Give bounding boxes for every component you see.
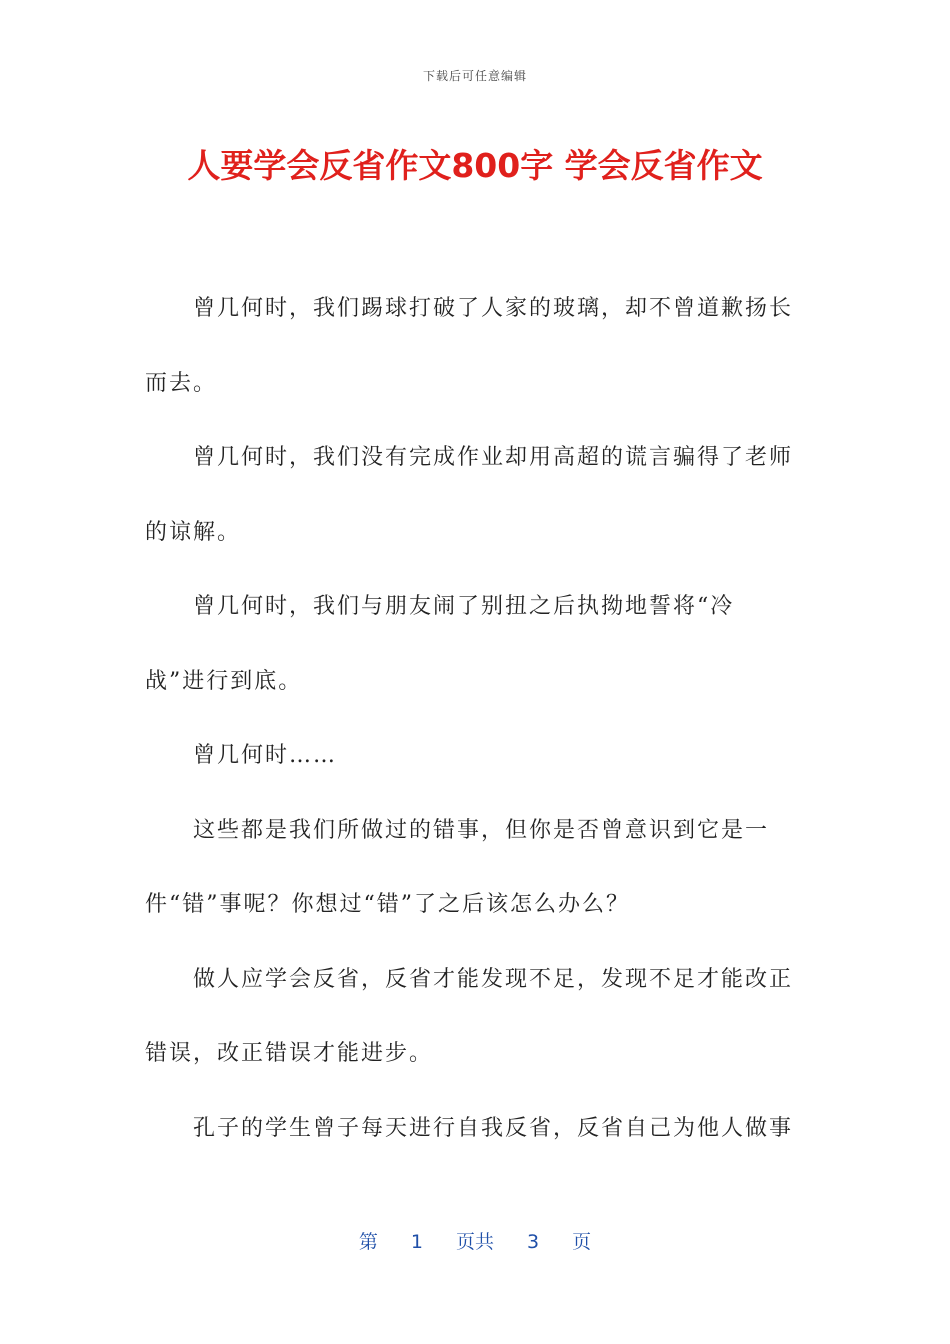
footer-suffix: 页 [572,1231,592,1253]
document-title: 人要学会反省作文800字 学会反省作文 [187,146,763,185]
paragraph: 孔子的学生曾子每天进行自我反省，反省自己为他人做事 [193,1115,794,1141]
paragraph: 这些都是我们所做过的错事，但你是否曾意识到它是一件“错”事呢？你想过“错”了之后该怎么办么？ [145,817,770,917]
page-footer [0,1227,950,1254]
document-body [145,272,795,1166]
footer-total-pages: 3 [527,1231,540,1253]
paragraph: 做人应学会反省，反省才能发现不足，发现不足才能改正错误，改正错误才能进步。 [145,966,794,1066]
footer-middle: 页共 [455,1231,494,1253]
header-note: 下载后可任意编辑 [422,69,527,83]
footer-prefix: 第 [358,1231,378,1253]
paragraph: 曾几何时，我们与朋友闹了别扭之后执拗地誓将“冷战”进行到底。 [145,594,735,694]
footer-current-page: 1 [410,1231,423,1253]
paragraph: 曾几何时，我们没有完成作业却用高超的谎言骗得了老师的谅解。 [145,445,794,545]
paragraph: 曾几何时…… [193,743,338,768]
paragraph: 曾几何时，我们踢球打破了人家的玻璃，却不曾道歉扬长而去。 [145,296,794,396]
